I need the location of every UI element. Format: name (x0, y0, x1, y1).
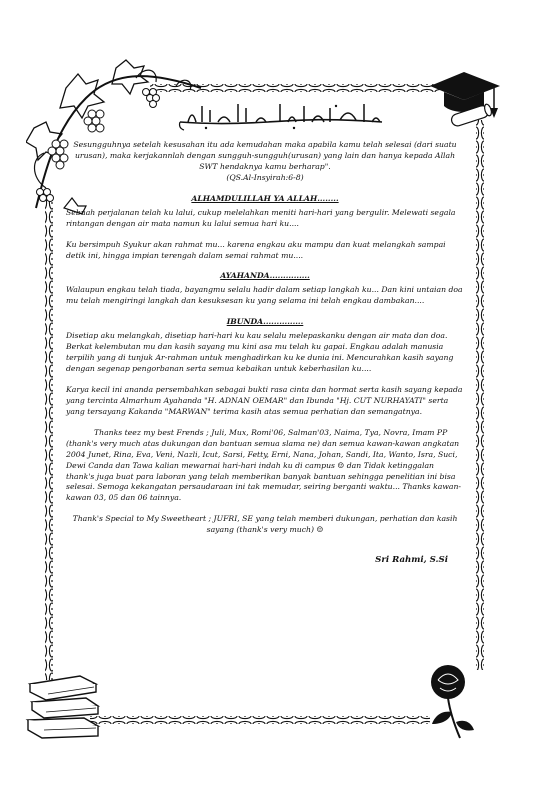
book-stack-icon (24, 668, 104, 748)
acknowledgement-text (66, 140, 470, 706)
heading-ibunda: IBUNDA............... (226, 317, 304, 327)
verse-reference: (QS.Al-Insyirah:6-8) (226, 172, 304, 182)
heading-alhamdulillah: ALHAMDULILLAH YA ALLAH........ (191, 193, 339, 203)
paragraph-alhamdulillah-2: Ku bersimpuh Syukur akan rahmat mu... karena engkau aku mampu dan kuat melangkah sampai detik ini, hingga impian terengah dalam semai rahmat mu.... (66, 239, 446, 260)
paragraph-dedication: Karya kecil ini ananda persembahkan sebagai bukti rasa cinta dan hormat serta kasih sayang kepada yang tercinta Almarhum Ayahanda "H. ADNAN OEMAR" dan Ibunda "Hj. CUT NURHAYATI" serta yang tersayang Kakanda "MARWAN" terima kasih atas semua perhatian dan semangatnya. (66, 384, 463, 416)
signature-name: Sri Rahmi, S.Si (375, 555, 448, 566)
opening-verse (66, 140, 464, 184)
basmala-calligraphy (176, 98, 386, 132)
paragraph-ibunda: Disetiap aku melangkah, disetiap hari-hari ku kau selalu melepaskanku dengan air mata dan doa. Berkat kelembutan mu dan kasih sayang mu kini asa mu telah ku gapai. Engkau adalah manusia terpilih yang di tunjuk Ar-rahman untuk menghadirkan ku ke dunia ini. Mencurahkan kasih sayang dengan segenap pengorbanan serta semua kebaikan untuk keberhasilan ku.... (66, 331, 454, 373)
graduation-cap-icon (424, 64, 504, 144)
paragraph-alhamdulillah-1: Sebuah perjalanan telah ku lalui, cukup melelahkan meniti hari-hari yang bergulir. Melewati segala rintangan dengan air mata namun ku lalui semua hari ku.... (66, 207, 456, 228)
paragraph-thanks-friends: Thanks teez my best Frends ; Juli, Mux, Romi'06, Salman'03, Naima, Tya, Novra, Imam PP (thank's very much atas dukungan dan bantuan semua slama ne) dan semua kawan-kawan angkatan 2004 Junet, Rina, Eva, Veni, Nazli, Icut, Sarsi, Fetty, Erni, Nana, Johan, Sandi, Ita, Wanto, Isra, Suci, Dewi Canda dan Tawa kalian mewarnai hari-hari indah ku di campus ☺ dan Tidak ketinggalan thank's juga buat para laboran yang telah memberikan banyak bantuan sehingga penelitian ini bisa selesai. Semoga kekangatan persaudaraan ini tak memudar, seiring berganti waktu... Thanks kawan-kawan 03, 05 dan 06 tainnya. (66, 427, 462, 503)
paragraph-special-thanks: Thank's Special to My Sweetheart ; JUFRI, SE yang telah memberi dukungan, perhatian dan kasih sayang (thank's very much) ☺ (72, 514, 458, 535)
paragraph-ayahanda: Walaupun engkau telah tiada, bayangmu selalu hadir dalam setiap langkah ku... Dan kini untaian doa mu telah mengiringi langkah dan kesuksesan ku yang selama ini telah engkau dambakan.... (66, 285, 463, 306)
rose-icon (420, 660, 480, 740)
heading-ayahanda: AYAHANDA............... (220, 271, 310, 281)
verse-text: Sesungguhnya setelah kesusahan itu ada kemudahan maka apabila kamu telah selesai (dari suatu urusan), maka kerjakannlah dengan sungguh-sungguh(urusan) yang lain dan hanya kepada Allah SWT hendaknya kamu berharap". (73, 140, 457, 171)
